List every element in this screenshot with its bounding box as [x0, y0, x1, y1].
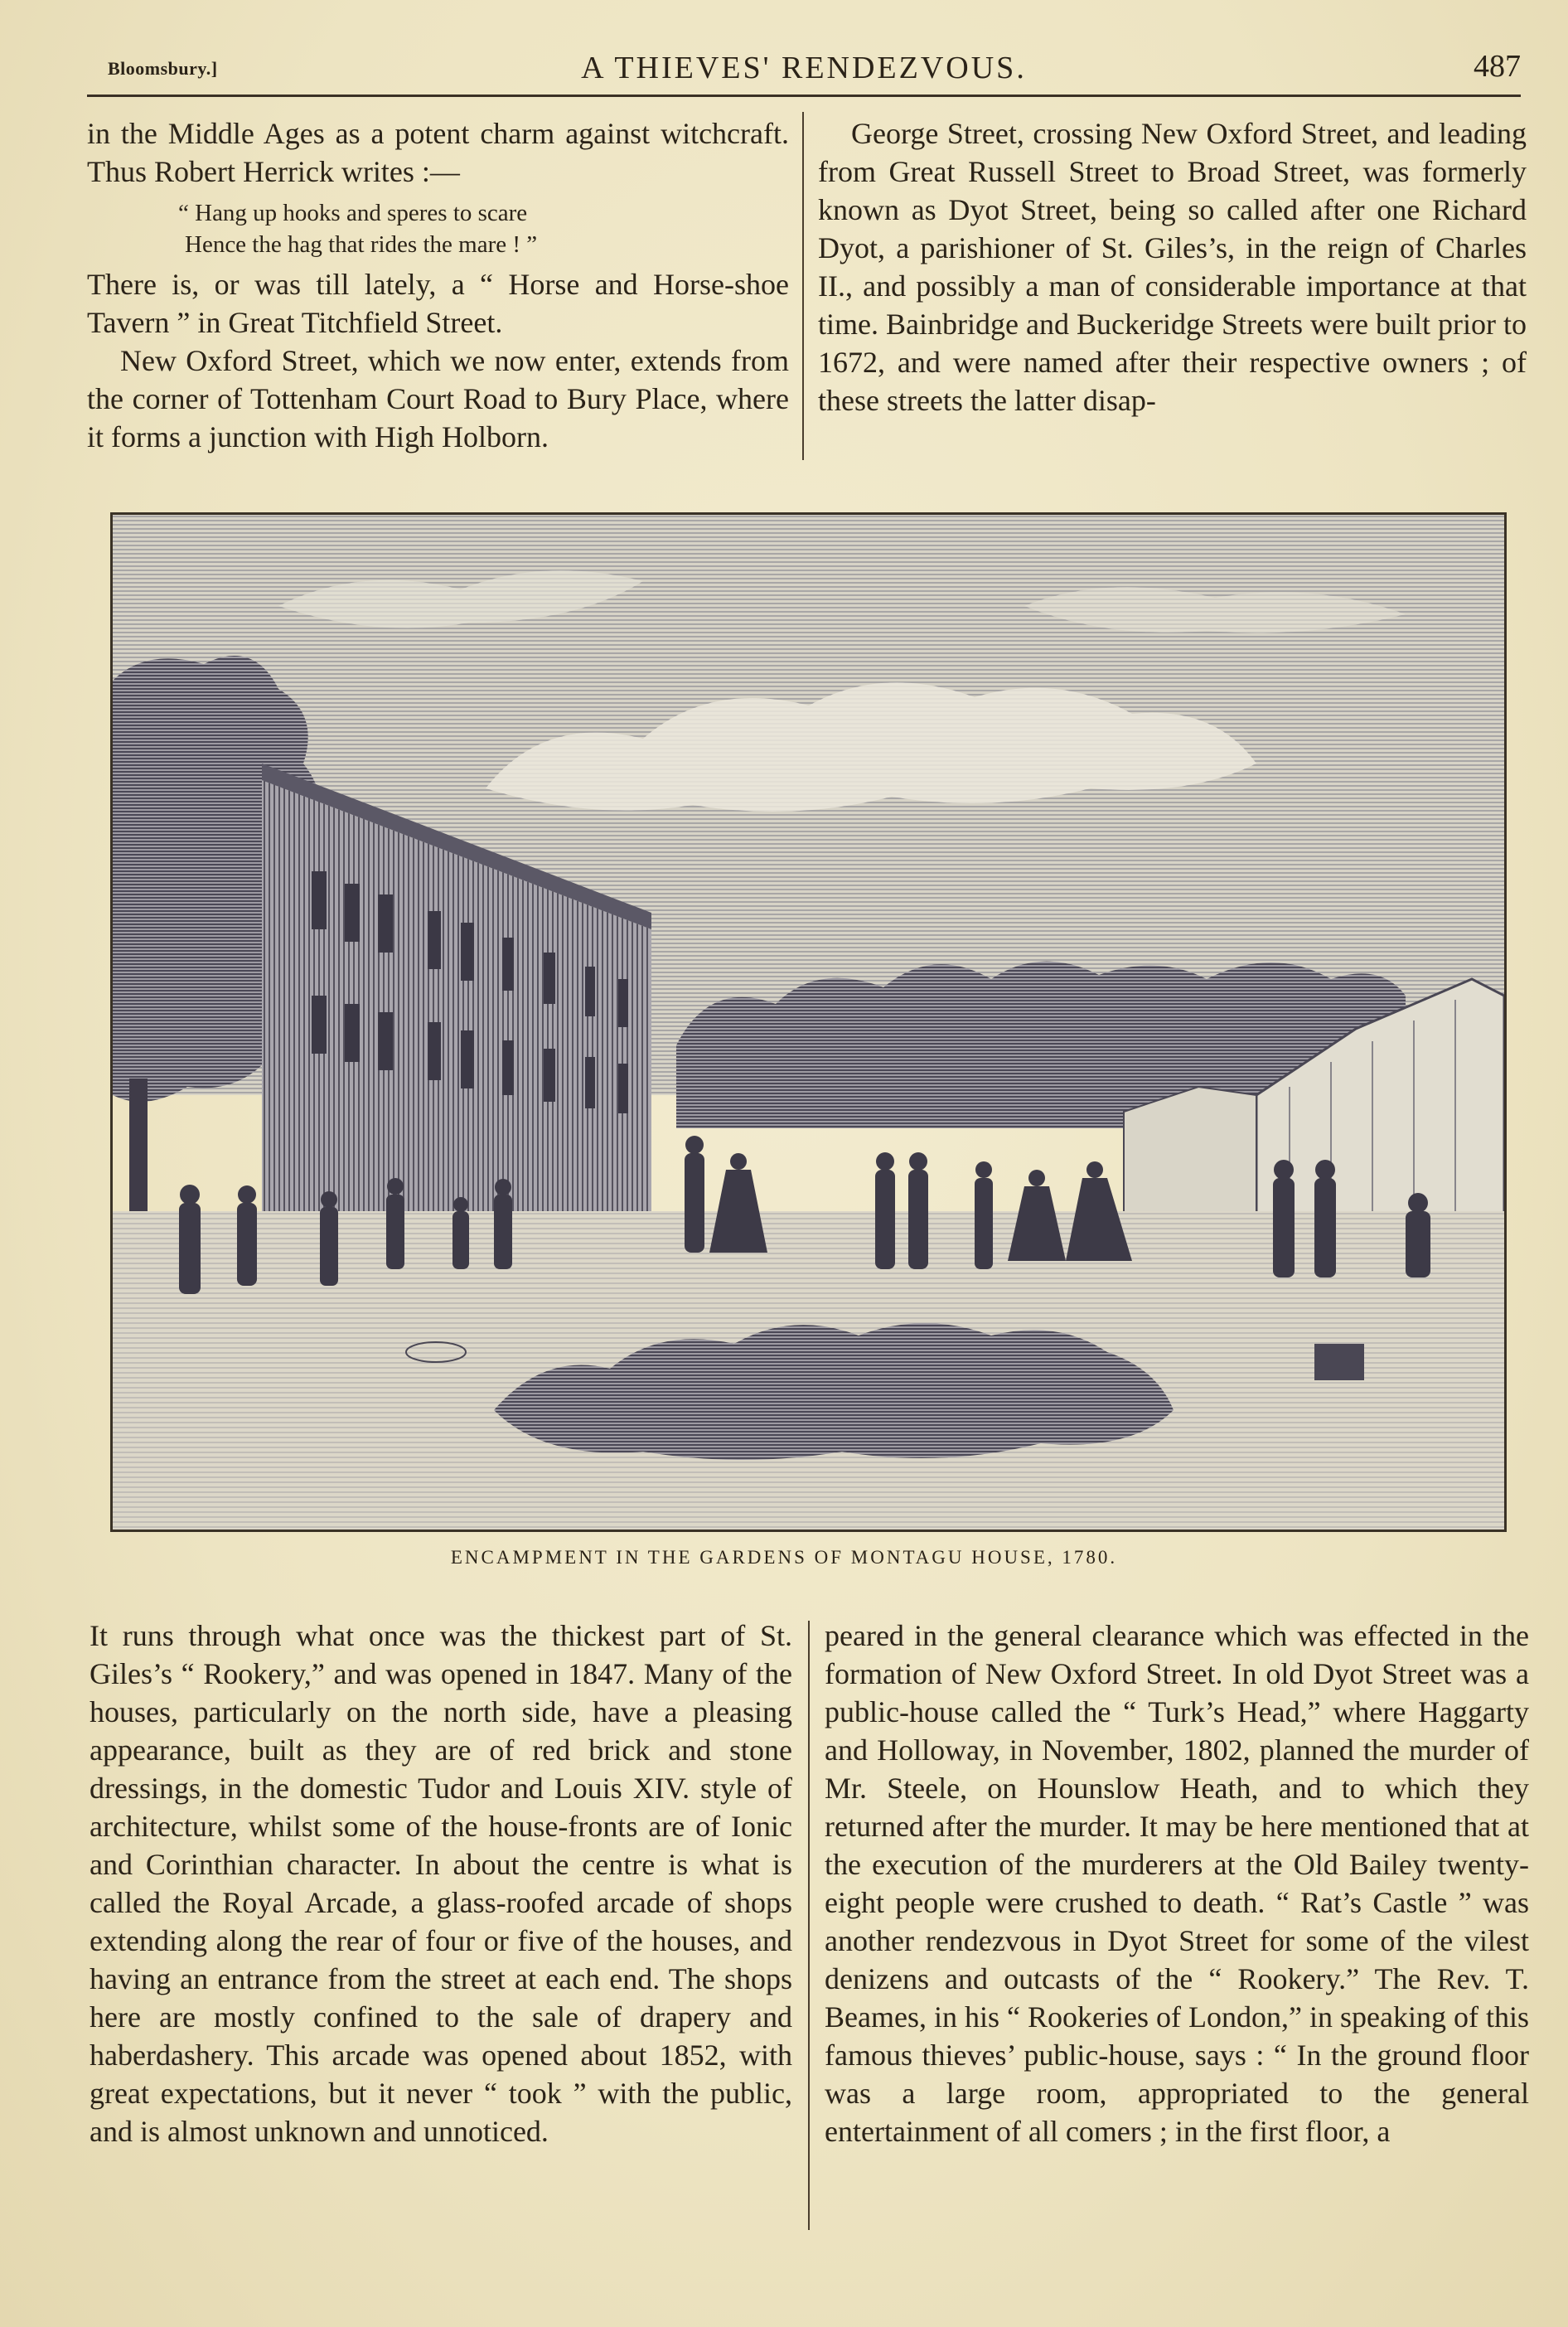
paragraph: New Oxford Street, which we now enter, extends from the corner of Tottenham Court Road to Bury Place, where it forms a junction with High Holborn. [87, 344, 789, 453]
verse-line: Hence the hag that rides the mare ! ” [185, 231, 538, 258]
paragraph: It runs through what once was the thickest part of St. Giles’s “ Rookery,” and was opened in 1847. Many of the houses, particularly on the north side, have a pleasing appearance, built as they are of red brick and stone dressings, in the domestic Tudor and Louis XIV. style of architecture, whilst some of the house-fronts are of Ionic and Corinthian character. In about the centre is what is called the Royal Arcade, a glass-roofed arcade of shops extending along the rear of four or five of the houses, and having an entrance from the street at each end. The shops here are mostly confined to the sale of drapery and haberdashery. This arcade was opened about 1852, with great expectations, but it never “ took ” with the public, and is almost unknown and unnoticed. [90, 1619, 792, 2148]
paragraph: George Street, crossing New Oxford Street, and leading from Great Russell Street to Broad Street, was formerly known as Dyot Street, being so called after one Richard Dyot, a parishioner of St. Giles’s, in the reign of Charles II., and possibly a man of considerable importance at that time. Bainbridge and Buckeridge Streets were built prior to 1672, and were named after their respective owners ; of these streets the latter disap- [818, 117, 1527, 417]
engraving-illustration [110, 512, 1507, 1532]
verse-line: “ Hang up hooks and speres to scare [178, 200, 528, 226]
column-divider [808, 1621, 810, 2230]
upper-left-column [87, 114, 789, 456]
paragraph: in the Middle Ages as a potent charm against witchcraft. Thus Robert Herrick writes :— [87, 117, 789, 188]
page-number: 487 [1474, 49, 1521, 84]
engraving-image [113, 515, 1504, 1530]
page-title: A THIEVES' RENDEZVOUS. [581, 51, 1027, 85]
column-divider [802, 112, 804, 460]
lower-right-column [825, 1617, 1529, 2150]
running-header [87, 48, 1521, 97]
paragraph: There is, or was till lately, a “ Horse and Horse-shoe Tavern ” in Great Titchfield Street. [87, 268, 789, 339]
section-label: Bloomsbury.] [108, 58, 218, 79]
paragraph: peared in the general clearance which was effected in the formation of New Oxford Street. In old Dyot Street was a public-house called the “ Turk’s Head,” where Haggarty and Holloway, in November, 1802, planned the murder of Mr. Steele, on Hounslow Heath, and to which they returned after the murder. It may be here mentioned that at the execution of the murderers at the Old Bailey twenty-eight people were crushed to death. “ Rat’s Castle ” was another rendezvous in Dyot Street for some of the vilest denizens and outcasts of the “ Rookery.” The Rev. T. Beames, in his “ Rookeries of London,” in speaking of this famous thieves’ public-house, says : “ In the ground floor was a large room, appropriated to the general entertainment of all comers ; in the first floor, a [825, 1619, 1529, 2148]
upper-right-column [818, 114, 1527, 419]
figure-caption: ENCAMPMENT IN THE GARDENS OF MONTAGU HOUSE, 1780. [450, 1547, 1118, 1568]
verse-quote [87, 197, 789, 260]
lower-left-column [90, 1617, 792, 2150]
